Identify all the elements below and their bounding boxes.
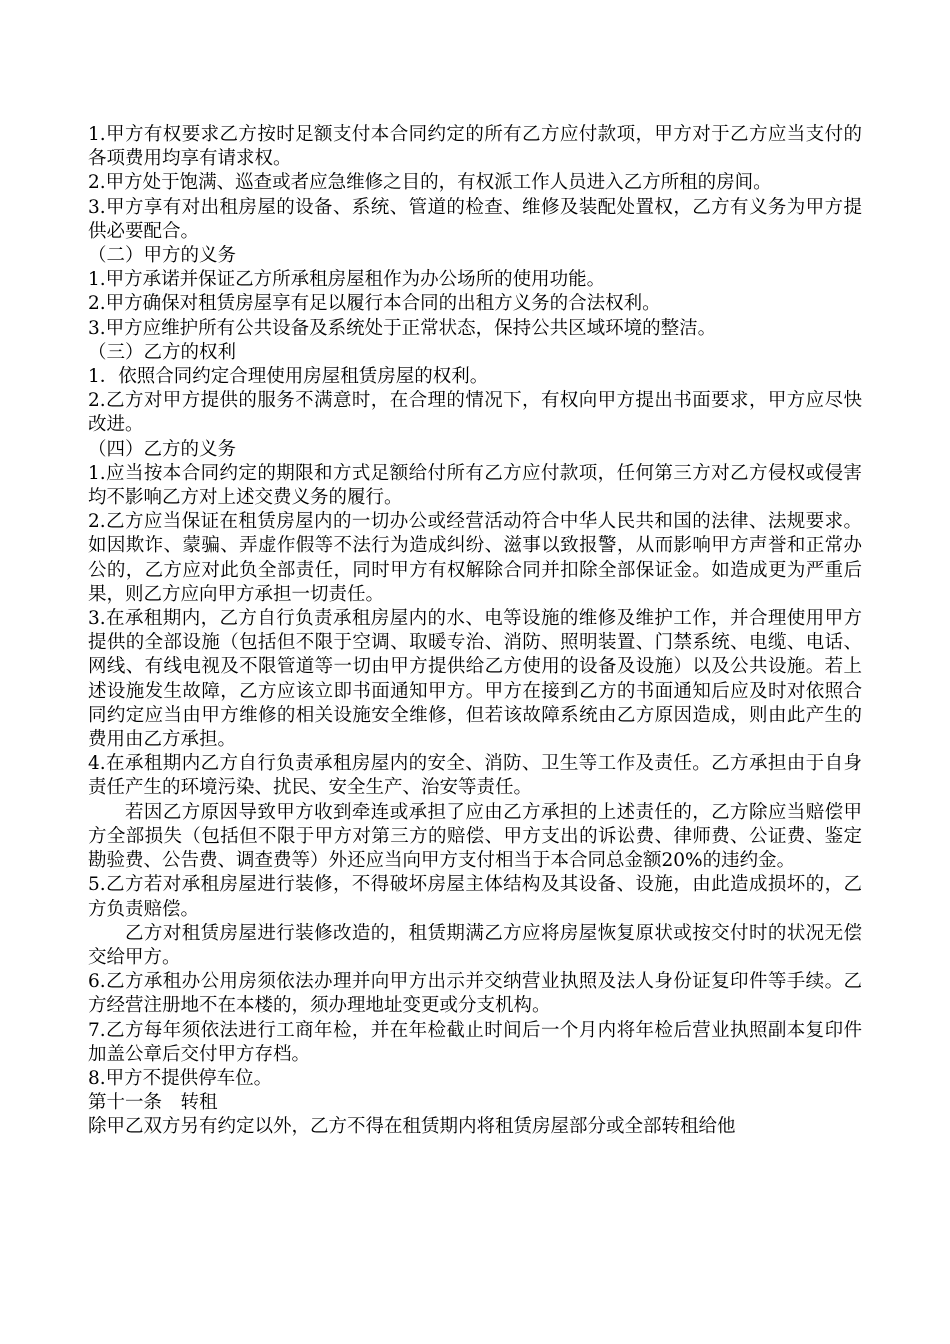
paragraph: 1.甲方有权要求乙方按时足额支付本合同约定的所有乙方应付款项，甲方对于乙方应当支付的各项费用均享有请求权。: [88, 124, 862, 170]
paragraph-indented: 若因乙方原因导致甲方收到牵连或承担了应由乙方承担的上述责任的，乙方除应当赔偿甲方全部损失（包括但不限于甲方对第三方的赔偿、甲方支出的诉讼费、律师费、公证费、鉴定勘验费、公告费、调查费等）外还应当向甲方支付相当于本合同总金额20%的违约金。: [88, 801, 862, 872]
paragraph: 2.甲方确保对租赁房屋享有足以履行本合同的出租方义务的合法权利。: [88, 293, 661, 315]
contract-document: [88, 123, 862, 1140]
section-heading: （三）乙方的权利: [88, 341, 237, 363]
paragraph: 除甲乙双方另有约定以外，乙方不得在租赁期内将租赁房屋部分或全部转租给他: [88, 1116, 736, 1138]
section-heading: （二）甲方的义务: [88, 245, 237, 267]
paragraph: 2.乙方应当保证在租赁房屋内的一切办公或经营活动符合中华人民共和国的法律、法规要求。如因欺诈、蒙骗、弄虚作假等不法行为造成纠纷、滋事以致报警，从而影响甲方声誉和正常办公的，乙方应对此负全部责任，同时甲方有权解除合同并扣除全部保证金。如造成更为严重后果，则乙方应向甲方承担一切责任。: [88, 511, 862, 605]
paragraph: 7.乙方每年须依法进行工商年检，并在年检截止时间后一个月内将年检后营业执照副本复印件加盖公章后交付甲方存档。: [88, 1019, 862, 1065]
paragraph: 3.在承租期内，乙方自行负责承租房屋内的水、电等设施的维修及维护工作，并合理使用甲方提供的全部设施（包括但不限于空调、取暖专治、消防、照明装置、门禁系统、电缆、电话、网线、有线电视及不限管道等一切由甲方提供给乙方使用的设备及设施）以及公共设施。若上述设施发生故障，乙方应该立即书面通知甲方。甲方在接到乙方的书面通知后应及时对依照合同约定应当由甲方维修的相关设施安全维修，但若该故障系统由乙方原因造成，则由此产生的费用由乙方承担。: [88, 608, 862, 751]
paragraph: 8.甲方不提供停车位。: [88, 1067, 273, 1089]
paragraph: 2.乙方对甲方提供的服务不满意时，在合理的情况下，有权向甲方提出书面要求，甲方应尽快改进。: [88, 390, 862, 436]
section-heading: （四）乙方的义务: [88, 438, 237, 460]
article-heading: 第十一条 转租: [88, 1092, 218, 1114]
paragraph: 3.甲方应维护所有公共设备及系统处于正常状态，保持公共区域环境的整洁。: [88, 317, 717, 339]
paragraph: 4.在承租期内乙方自行负责承租房屋内的安全、消防、卫生等工作及责任。乙方承担由于自身责任产生的环境污染、扰民、安全生产、治安等责任。: [88, 753, 862, 799]
paragraph: 6.乙方承租办公用房须依法办理并向甲方出示并交纳营业执照及法人身份证复印件等手续。乙方经营注册地不在本楼的，须办理地址变更或分支机构。: [88, 971, 862, 1017]
paragraph: 5.乙方若对承租房屋进行装修，不得破坏房屋主体结构及其设备、设施，由此造成损坏的，乙方负责赔偿。: [88, 874, 862, 920]
paragraph: 1.应当按本合同约定的期限和方式足额给付所有乙方应付款项，任何第三方对乙方侵权或侵害均不影响乙方对上述交费义务的履行。: [88, 462, 862, 509]
paragraph-indented: 乙方对租赁房屋进行装修改造的，租赁期满乙方应将房屋恢复原状或按交付时的状况无偿交给甲方。: [88, 922, 862, 968]
paragraph: 3.甲方享有对出租房屋的设备、系统、管道的检查、维修及装配处置权，乙方有义务为甲方提供必要配合。: [88, 196, 862, 242]
paragraph: 2.甲方处于饱满、巡查或者应急维修之目的，有权派工作人员进入乙方所租的房间。: [88, 172, 772, 194]
paragraph: 1.甲方承诺并保证乙方所承租房屋租作为办公场所的使用功能。: [88, 269, 606, 291]
paragraph: 1．依照合同约定合理使用房屋租赁房屋的权利。: [88, 366, 489, 388]
